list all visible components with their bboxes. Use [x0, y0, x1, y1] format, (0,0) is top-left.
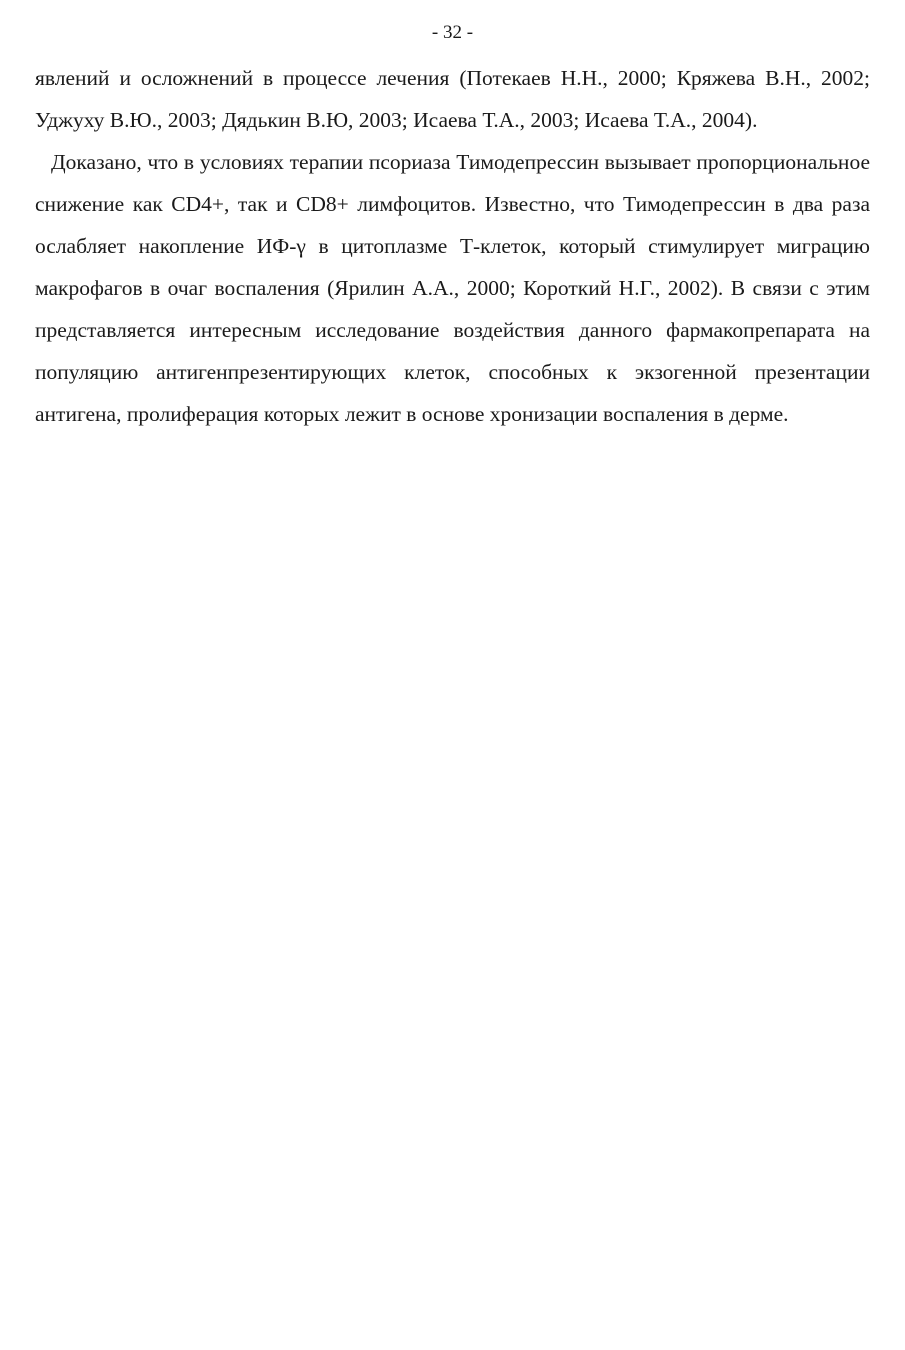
page-number: - 32 -: [431, 22, 474, 43]
paragraph-continuation: явлений и осложнений в процессе лечения (Потекаев Н.Н., 2000; Кряжева В.Н., 2002; Уджуху В.Ю., 2003; Дядькин В.Ю, 2003; Исаева Т.А., 2003; Исаева Т.А., 2004).: [35, 66, 870, 132]
paragraph-main: Доказано, что в условиях терапии псориаза Тимодепрессин вызывает пропорциональное снижение как CD4+, так и CD8+ лимфоцитов. Известно, что Тимодепрессин в два раза ослабляет накопление ИФ-γ в цитоплазме Т-клеток, который стимулирует миграцию макрофагов в очаг воспаления (Ярилин А.А., 2000; Короткий Н.Г., 2002). В связи с этим представляется интересным исследование воздействия данного фармакопрепарата на популяцию антигенпрезентирующих клеток, способных к экзогенной презентации антигена, пролиферация которых лежит в основе хронизации воспаления в дерме.: [35, 150, 870, 426]
body-text: [35, 57, 870, 435]
